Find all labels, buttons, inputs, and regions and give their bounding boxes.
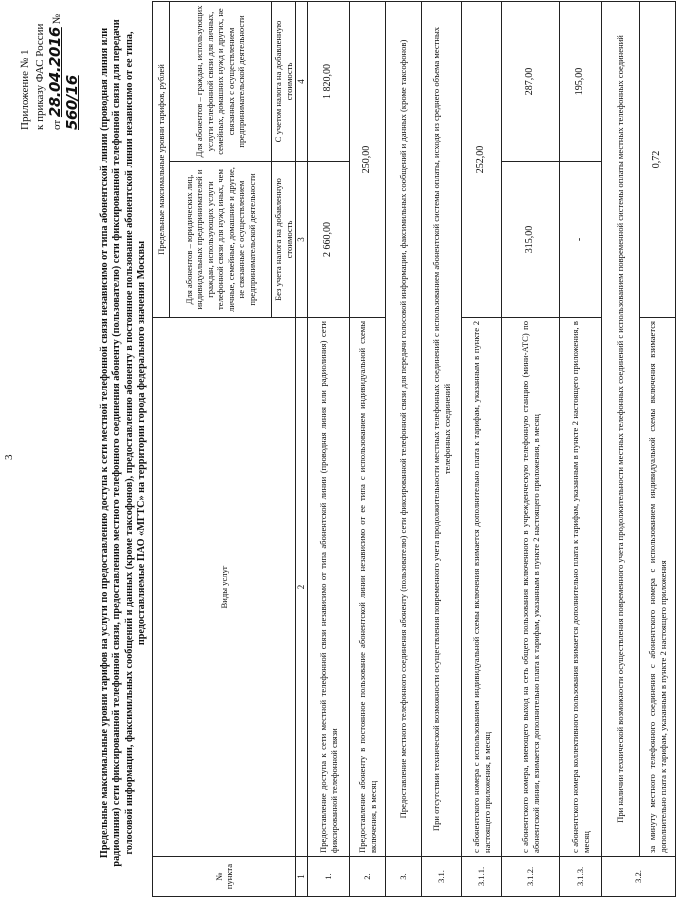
annex-line2: к приказу ФАС России bbox=[34, 23, 46, 130]
row-value: 250,00 bbox=[350, 1, 386, 317]
row-service-text: Предоставление доступа к сети местной телефонной связи независимо от типа абонентской линии (проводная линия или радиолиния) сети фиксированной телефонной связи bbox=[308, 318, 350, 857]
row-section-text: При отсутствии технической возможности осуществления повременного учета продолжительности местных телефонных соединений с использованием абонентской системы оплаты, исходя из среднего объема местных телефонных соединений bbox=[422, 1, 462, 856]
annex-date-prefix: от bbox=[51, 119, 63, 130]
row-value: 0,72 bbox=[640, 1, 676, 317]
header-without-vat: Без учета налога на добавленную стоимость bbox=[272, 162, 296, 318]
annex-date-line bbox=[48, 0, 82, 130]
row-number: 3. bbox=[386, 857, 422, 897]
row-value: 315,00 bbox=[502, 162, 560, 318]
annex-number-prefix: № bbox=[51, 13, 63, 25]
row-value: 287,00 bbox=[502, 1, 560, 161]
row-service-text: с абонентского номера, имеющего выход на сеть общего пользования включенного в учрежденческую телефонную станцию (мини-АТС) по абонентской линии, взимается дополнительно плата к тарифам, указанным в пункте 2 настоящего приложения, в месяц bbox=[502, 318, 560, 857]
header-citizens: Для абонентов – граждан, использующих услуги телефонной связи для личных, семейных, домашних нужд и других, не связанных с осуществлением предпринимательской деятельности bbox=[170, 1, 272, 161]
header-num: № пункта bbox=[153, 857, 296, 897]
row-number: 3.1. bbox=[422, 857, 462, 897]
row-service-text: с абонентского номера с использованием индивидуальной схемы включения взимается дополнительно плата к тарифам, указанным в пункте 2 настоящего приложения, в месяц bbox=[462, 318, 502, 857]
row-number: 3.1.2. bbox=[502, 857, 560, 897]
header-service: Виды услуг bbox=[153, 318, 296, 857]
column-number: 2 bbox=[296, 318, 308, 857]
table-row bbox=[422, 1, 462, 896]
row-service-text: с абонентского номера коллективного пользования взимается дополнительно плата к тарифам, указанным в пункте 2 настоящего приложения, в месяц bbox=[560, 318, 602, 857]
table-row bbox=[602, 1, 640, 896]
table-row bbox=[308, 1, 350, 896]
table-row bbox=[350, 1, 386, 896]
annex-date-handwritten: 28.04.2016 bbox=[46, 27, 64, 118]
row-section-text: Предоставление местного телефонного соединения абоненту (пользователю) сети фиксированной телефонной связи для передачи голосовой информации, факсимильных сообщений и данных (кроме таксофонов) bbox=[386, 1, 422, 856]
header-limits: Предельные максимальные уровни тарифов, рублей bbox=[153, 1, 170, 317]
page-number: 3 bbox=[3, 454, 15, 460]
row-section-text: При наличии технической возможности осуществления повременного учета продолжительности местных телефонных соединений с использованием повременной системы оплаты местных телефонных соединений bbox=[602, 1, 640, 856]
table-row bbox=[560, 1, 602, 896]
row-value: 1 820,00 bbox=[308, 1, 350, 161]
column-number: 3 bbox=[296, 162, 308, 318]
row-number: 3.1.1. bbox=[462, 857, 502, 897]
row-service-text: Предоставление абоненту в постоянное пользование абонентской линии независимо от ее типа с использованием индивидуальной схемы включения, в месяц bbox=[350, 318, 386, 857]
row-number: 2. bbox=[350, 857, 386, 897]
table-row bbox=[386, 1, 422, 896]
annex-line1: Приложение № 1 bbox=[19, 49, 31, 130]
row-number: 3.1.3. bbox=[560, 857, 602, 897]
table-row bbox=[462, 1, 502, 896]
column-number: 4 bbox=[296, 1, 308, 161]
row-value: 252,00 bbox=[462, 1, 502, 317]
row-value: 195,00 bbox=[560, 1, 602, 161]
row-value: 2 660,00 bbox=[308, 162, 350, 318]
document-title: Предельные максимальные уровни тарифов на услуги по предоставлению доступа к сети местной телефонной связи независимо от типа абонентской линии (проводная линия или радиолиния) сети фиксированной телефонной связи, предоставлению местного телефонного соединения абоненту (пользователю) сети фиксированной телефонной связи для передачи голосовой информации, факсимильных сообщений и данных (кроме таксофонов), предоставлению абоненту в постоянное пользование абонентской линии независимо от ее типа, предоставляемые ПАО «МГТС» на территории города федерального значения Москвы bbox=[99, 19, 147, 867]
header-legal-entities: Для абонентов – юридических лиц, индивидуальных предпринимателей и граждан, использующих услуги телефонной связи для нужд иных, чем личные, семейные, домашние и другие, не связанные с осуществлением предпринимательской деятельности bbox=[170, 162, 272, 318]
row-number: 3.2. bbox=[602, 857, 676, 897]
table-row bbox=[502, 1, 560, 896]
column-number: 1 bbox=[296, 857, 308, 897]
annex-header bbox=[18, 0, 82, 130]
tariff-table bbox=[152, 1, 676, 897]
header-with-vat: С учетом налога на добавленную стоимость bbox=[272, 1, 296, 161]
row-number: 1. bbox=[308, 857, 350, 897]
row-value: - bbox=[560, 162, 602, 318]
annex-number-handwritten: 560/16 bbox=[63, 75, 81, 130]
table-row bbox=[640, 1, 676, 896]
row-service-text: за минуту местного телефонного соединения с абонентского номера с использованием индивидуальной схемы включения взимается дополнительно плата к тарифам, указанным в пункте 2 настоящего приложения bbox=[640, 318, 676, 857]
